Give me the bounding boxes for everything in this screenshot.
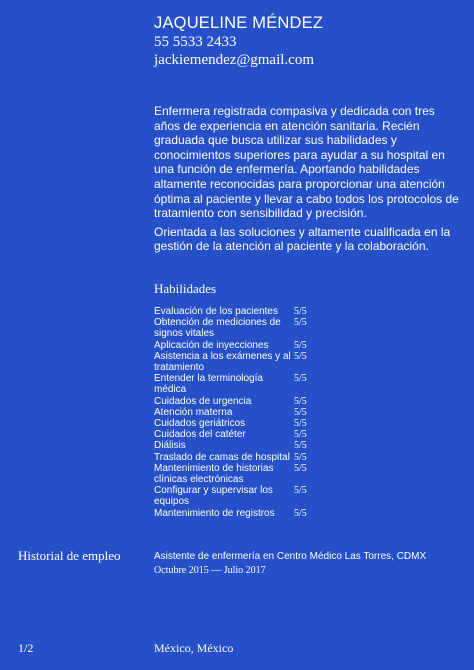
skill-row xyxy=(154,440,324,451)
skill-level: 5/5 xyxy=(294,462,307,474)
skill-level: 5/5 xyxy=(294,507,307,519)
skill-row xyxy=(154,396,324,407)
summary-paragraph-2: Orientada a las soluciones y altamente cualificada en la gestión de la atención al paciente y la colaboración. xyxy=(154,224,451,254)
skill-name: Cuidados de urgencia xyxy=(154,395,252,407)
skill-row xyxy=(154,429,324,440)
skill-row xyxy=(154,351,324,373)
skill-name: Atención materna xyxy=(154,406,233,418)
skill-name: Evaluación de los pacientes xyxy=(154,306,278,317)
skill-level: 5/5 xyxy=(294,317,307,329)
skill-name: Obtención de mediciones de signos vitales xyxy=(154,317,281,340)
skill-name: Mantenimiento de historias clínicas electrónicas xyxy=(154,462,274,486)
skill-name: Entender la terminología médica xyxy=(154,373,263,396)
skill-level: 5/5 xyxy=(294,395,307,407)
job-dates: Octubre 2015 — Julio 2017 xyxy=(154,565,266,576)
skill-level: 5/5 xyxy=(294,350,307,362)
skills-heading: Habilidades xyxy=(154,281,217,296)
skills-list xyxy=(154,306,324,519)
skill-name: Diálisis xyxy=(154,440,186,452)
skill-name: Mantenimiento de registros xyxy=(154,507,275,519)
skill-row xyxy=(154,407,324,418)
skill-level: 5/5 xyxy=(294,451,307,463)
skill-name: Configurar y supervisar los equipos xyxy=(154,485,273,508)
skill-level: 5/5 xyxy=(294,306,307,317)
location: México, México xyxy=(154,641,234,655)
skill-name: Cuidados geriátricos xyxy=(154,418,246,430)
job-title: Asistente de enfermería en Centro Médico Las Torres, CDMX xyxy=(154,551,427,562)
skill-level: 5/5 xyxy=(294,339,307,351)
skill-row xyxy=(154,463,324,485)
skill-name: Cuidados del catéter xyxy=(154,429,246,441)
phone-number: 55 5533 2433 xyxy=(154,34,237,50)
employment-heading: Historial de empleo xyxy=(18,548,121,563)
skill-level: 5/5 xyxy=(294,373,307,385)
skill-name: Asistencia a los exámenes y al tratamiento xyxy=(154,350,291,374)
page-number: 1/2 xyxy=(18,641,34,655)
summary-paragraph-1: Enfermera registrada compasiva y dedicada con tres años de experiencia en atención sanitaria. Recién graduada que busca utilizar sus habilidades y conocimientos superiores para ayudar a su hospital en una función de enfermería. Aportando habilidades altamente reconocidas para proporcionar una atención óptima al paciente y llevar a cabo todos los protocolos de tratamiento con sensibilidad y precisión. xyxy=(154,104,459,221)
profile-summary xyxy=(154,104,464,254)
skill-row xyxy=(154,373,324,395)
skill-name: Aplicación de inyecciones xyxy=(154,339,269,351)
skill-level: 5/5 xyxy=(294,406,307,418)
skill-row xyxy=(154,485,324,507)
skill-level: 5/5 xyxy=(294,440,307,452)
skill-row xyxy=(154,418,324,429)
skill-level: 5/5 xyxy=(294,418,307,430)
candidate-name: JAQUELINE MÉNDEZ xyxy=(154,14,324,32)
email-address: jackiemendez@gmail.com xyxy=(154,52,314,68)
skill-name: Traslado de camas de hospital xyxy=(154,451,290,463)
skill-row xyxy=(154,508,324,519)
skill-row xyxy=(154,317,324,339)
skill-level: 5/5 xyxy=(294,485,307,497)
skill-level: 5/5 xyxy=(294,429,307,441)
skill-row xyxy=(154,306,324,317)
skill-row xyxy=(154,452,324,463)
skill-row xyxy=(154,340,324,351)
